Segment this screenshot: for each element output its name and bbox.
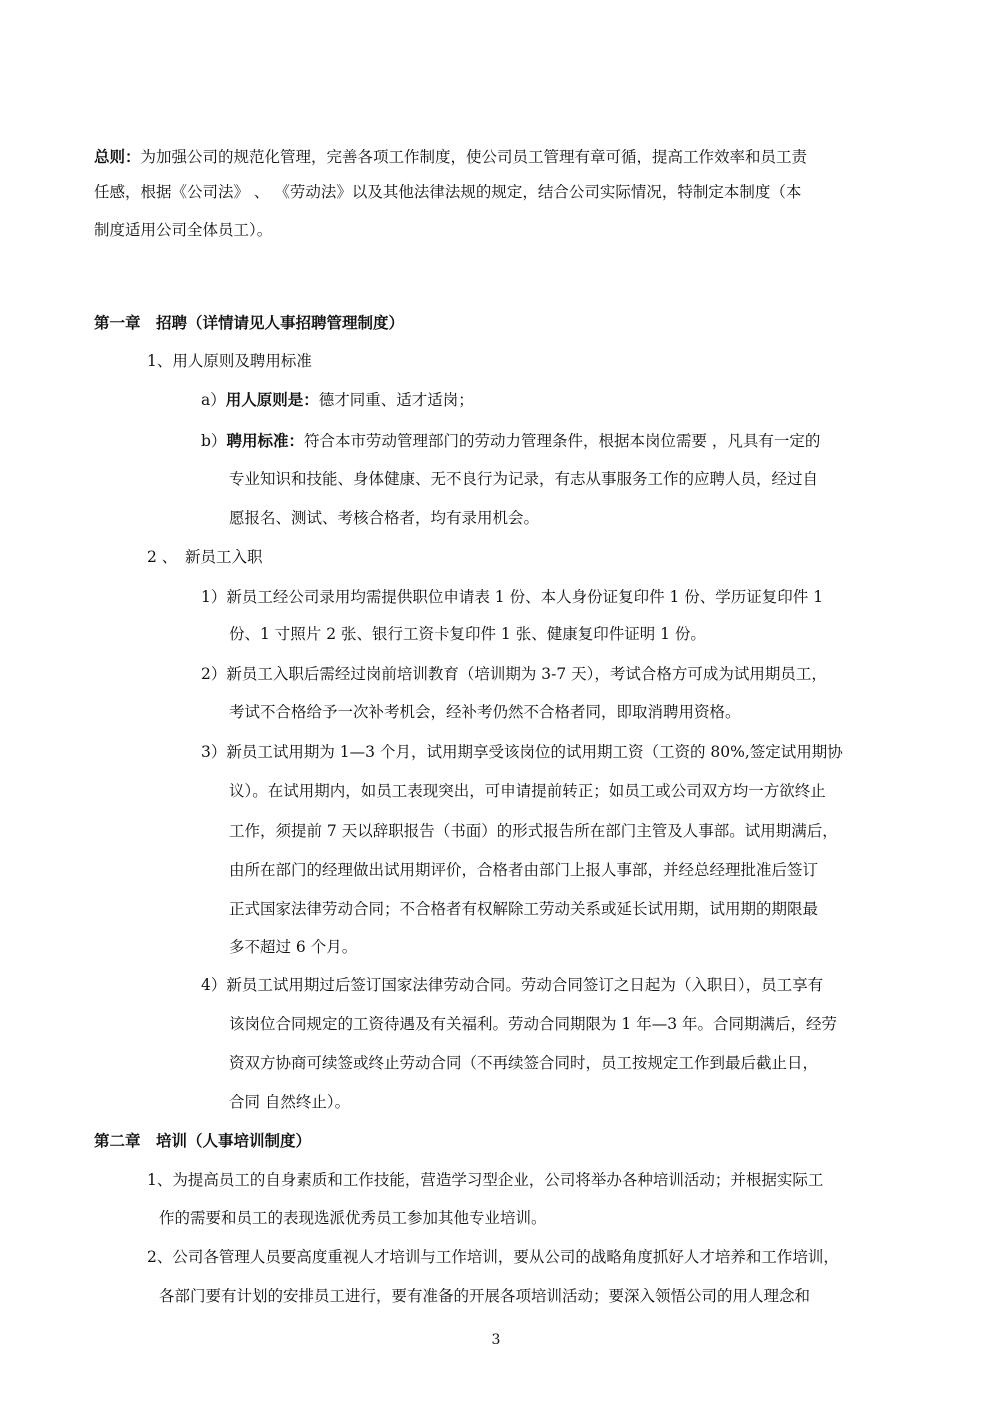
section2-item4-line-4: 合同 自然终止）。 — [229, 1093, 351, 1111]
section2-item3-line-1: 3）新员工试用期为 1—3 个月，试用期享受该岗位的试用期工资（工资的 80%,签定试用期协 — [201, 743, 843, 761]
chapter1-section1-item-a: a）用人原则是：德才同重、适才适岗； — [201, 390, 474, 409]
item-b-label: 聘用标准： — [226, 431, 304, 450]
general-line-2: 任感，根据《公司法》 、 《劳动法》以及其他法律法规的规定，结合公司实际情况，特制定本制度（本 — [94, 183, 802, 201]
chapter1-title: 第一章 招聘（详情请见人事招聘管理制度） — [94, 313, 405, 332]
page-number: 3 — [491, 1332, 501, 1348]
chapter1-section1-heading: 1、用人原则及聘用标准 — [147, 352, 312, 370]
chapter1-section1-item-b-line-1: b）聘用标准：符合本市劳动管理部门的劳动力管理条件，根据本岗位需要 ，凡具有一定的 — [201, 431, 821, 450]
section2-item3-line-4: 由所在部门的经理做出试用期评价，合格者由部门上报人事部，并经总经理批准后签订 — [229, 861, 819, 879]
section2-item2-line-1: 2）新员工入职后需经过岗前培训教育（培训期为 3-7 天），考试合格方可成为试用期员工， — [201, 665, 827, 683]
section2-item3-line-5: 正式国家法律劳动合同；不合格者有权解除工劳动关系或延长试用期，试用期的期限最 — [229, 900, 819, 918]
section2-item1-line-2: 份、1 寸照片 2 张、银行工资卡复印件 1 张、健康复印件证明 1 份。 — [229, 625, 706, 643]
section2-item3-line-6: 多不超过 6 个月。 — [229, 938, 358, 956]
section2-item4-line-3: 资双方协商可续签或终止劳动合同（不再续签合同时，员工按规定工作到最后截止日， — [229, 1054, 819, 1072]
general-line-1: 总则：为加强公司的规范化管理，完善各项工作制度，使公司员工管理有章可循，提高工作效率和员工责 — [94, 147, 808, 166]
chapter1-section1-item-b-line-2: 专业知识和技能、身体健康、无不良行为记录，有志从事服务工作的应聘人员，经过自 — [229, 470, 819, 488]
chapter1-section1-item-b-line-3: 愿报名、测试、考核合格者，均有录用机会。 — [229, 509, 540, 527]
section2-item4-line-1: 4）新员工试用期过后签订国家法律劳动合同。劳动合同签订之日起为（入职日），员工享有 — [201, 976, 824, 994]
section2-item4-line-2: 该岗位合同规定的工资待遇及有关福利。劳动合同期限为 1 年—3 年。合同期满后，经劳 — [229, 1015, 838, 1033]
chapter2-item1-line-1: 1、为提高员工的自身素质和工作技能，营造学习型企业，公司将举办各种培训活动；并根据实际工 — [147, 1171, 824, 1189]
section2-item3-line-3: 工作，须提前 7 天以辞职报告（书面）的形式报告所在部门主管及人事部。试用期满后， — [229, 822, 838, 840]
chapter2-item1-line-2: 作的需要和员工的表现选派优秀员工参加其他专业培训。 — [159, 1209, 547, 1227]
chapter2-title: 第二章 培训（人事培训制度） — [94, 1131, 312, 1150]
section2-item1-line-1: 1）新员工经公司录用均需提供职位申请表 1 份、本人身份证复印件 1 份、学历证复印件 1 — [201, 588, 824, 606]
item-a-label: 用人原则是： — [225, 390, 319, 409]
general-lead: 总则： — [94, 147, 141, 166]
general-line-3: 制度适用公司全体员工）。 — [94, 221, 273, 239]
section2-item3-line-2: 议）。在试用期内，如员工表现突出，可申请提前转正；如员工或公司双方均一方欲终止 — [229, 782, 826, 800]
chapter2-item2-line-1: 2、公司各管理人员要高度重视人才培训与工作培训，要从公司的战略角度抓好人才培养和工作培训， — [147, 1248, 839, 1266]
chapter2-item2-line-2: 各部门要有计划的安排员工进行，要有准备的开展各项培训活动；要深入领悟公司的用人理念和 — [159, 1287, 811, 1305]
section2-item2-line-2: 考试不合格给予一次补考机会，经补考仍然不合格者同，即取消聘用资格。 — [229, 703, 741, 721]
chapter1-section2-heading: 2 、 新员工入职 — [147, 548, 263, 566]
